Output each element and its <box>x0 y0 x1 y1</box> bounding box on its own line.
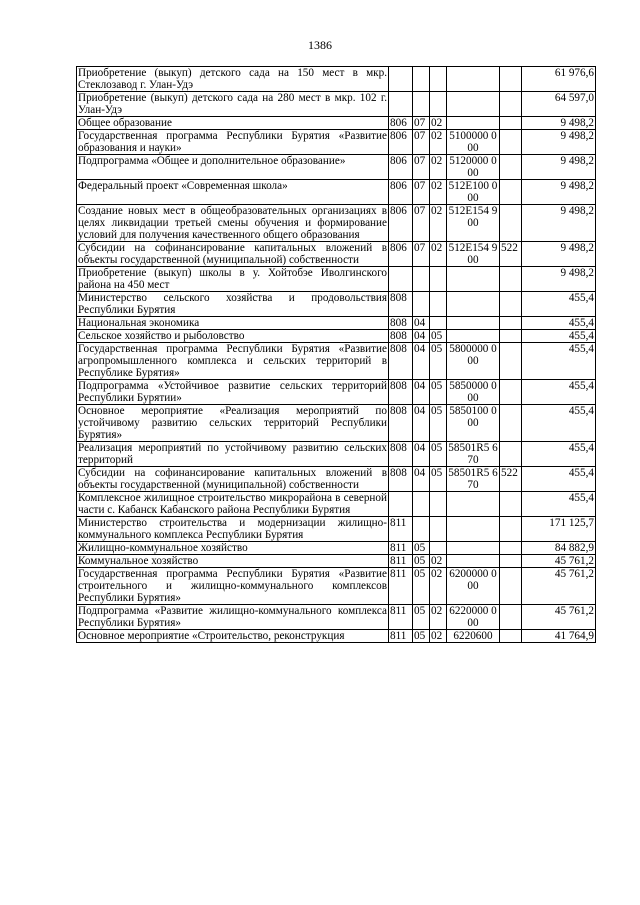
target-article-code <box>447 292 500 317</box>
table-row <box>77 180 596 205</box>
subsection-code <box>430 267 447 292</box>
ministry-code: 808 <box>389 343 413 380</box>
amount: 61 976,6 <box>522 67 596 92</box>
target-article-code: 5100000 000 <box>447 130 500 155</box>
expense-type-code <box>500 343 522 380</box>
table-row <box>77 155 596 180</box>
target-article-code <box>447 117 500 130</box>
amount: 455,4 <box>522 380 596 405</box>
table-row <box>77 130 596 155</box>
ministry-code: 811 <box>389 555 413 568</box>
table-row <box>77 67 596 92</box>
amount: 84 882,9 <box>522 542 596 555</box>
table-row <box>77 292 596 317</box>
target-article-code: 512E100 000 <box>447 180 500 205</box>
section-code <box>413 67 430 92</box>
table-row <box>77 568 596 605</box>
ministry-code: 808 <box>389 442 413 467</box>
table-row <box>77 343 596 380</box>
subsection-code: 02 <box>430 568 447 605</box>
table-row <box>77 92 596 117</box>
subsection-code: 05 <box>430 330 447 343</box>
subsection-code: 02 <box>430 242 447 267</box>
expense-type-code <box>500 555 522 568</box>
section-code: 05 <box>413 542 430 555</box>
amount: 9 498,2 <box>522 117 596 130</box>
item-name: Реализация мероприятий по устойчивому развитию сельских территорий <box>78 442 387 466</box>
ministry-code: 806 <box>389 205 413 242</box>
item-name: Государственная программа Республики Бурятия «Развитие образования и науки» <box>78 130 387 154</box>
ministry-code: 811 <box>389 568 413 605</box>
target-article-code: 6200000 000 <box>447 568 500 605</box>
expense-type-code <box>500 517 522 542</box>
expense-type-code <box>500 605 522 630</box>
item-name: Подпрограмма «Устойчивое развитие сельских территорий Республики Бурятии» <box>78 380 387 404</box>
amount: 455,4 <box>522 405 596 442</box>
subsection-code: 05 <box>430 405 447 442</box>
amount: 455,4 <box>522 317 596 330</box>
amount: 9 498,2 <box>522 267 596 292</box>
subsection-code <box>430 492 447 517</box>
expense-type-code <box>500 180 522 205</box>
ministry-code: 808 <box>389 330 413 343</box>
ministry-code <box>389 92 413 117</box>
ministry-code: 808 <box>389 317 413 330</box>
target-article-code <box>447 542 500 555</box>
subsection-code: 02 <box>430 155 447 180</box>
ministry-code: 808 <box>389 405 413 442</box>
expense-type-code <box>500 568 522 605</box>
ministry-code <box>389 492 413 517</box>
item-name: Коммунальное хозяйство <box>77 555 389 568</box>
item-name: Комплексное жилищное строительство микрорайона в северной части с. Кабанск Кабанского района Республики Бурятия <box>78 492 387 516</box>
amount: 64 597,0 <box>522 92 596 117</box>
target-article-code <box>447 330 500 343</box>
section-code: 07 <box>413 155 430 180</box>
table-row <box>77 492 596 517</box>
table-row <box>77 442 596 467</box>
ministry-code: 811 <box>389 542 413 555</box>
amount: 9 498,2 <box>522 180 596 205</box>
subsection-code <box>430 292 447 317</box>
item-name: Основное мероприятие «Реализация мероприятий по устойчивому развитию сельских территорий Республики Бурятия» <box>78 405 387 441</box>
ministry-code: 806 <box>389 130 413 155</box>
ministry-code <box>389 267 413 292</box>
expense-type-code <box>500 380 522 405</box>
table-row <box>77 542 596 555</box>
target-article-code <box>447 92 500 117</box>
item-name: Создание новых мест в общеобразовательных организациях в целях ликвидации третьей смены обучения и формирование условий для получения качественного общего образования <box>78 205 387 241</box>
section-code: 07 <box>413 117 430 130</box>
target-article-code: 5120000 000 <box>447 155 500 180</box>
subsection-code: 02 <box>430 117 447 130</box>
expense-type-code: 522 <box>500 242 522 267</box>
expense-type-code <box>500 67 522 92</box>
subsection-code: 02 <box>430 130 447 155</box>
amount: 9 498,2 <box>522 242 596 267</box>
target-article-code: 512E154 900 <box>447 205 500 242</box>
subsection-code: 02 <box>430 180 447 205</box>
item-name: Федеральный проект «Современная школа» <box>77 180 389 205</box>
item-name: Государственная программа Республики Бурятия «Развитие агропромышленного комплекса и сельских территорий в Республике Бурятия» <box>78 343 387 379</box>
section-code: 04 <box>413 317 430 330</box>
item-name: Основное мероприятие «Строительство, реконструкция <box>77 630 389 643</box>
table-row <box>77 630 596 643</box>
table-row <box>77 317 596 330</box>
item-name: Субсидии на софинансирование капитальных вложений в объекты государственной (муниципальной) собственности <box>78 242 387 266</box>
ministry-code <box>389 67 413 92</box>
amount: 45 761,2 <box>522 568 596 605</box>
subsection-code <box>430 517 447 542</box>
section-code <box>413 292 430 317</box>
item-name: Жилищно-коммунальное хозяйство <box>77 542 389 555</box>
section-code: 05 <box>413 630 430 643</box>
section-code: 05 <box>413 605 430 630</box>
expense-type-code <box>500 267 522 292</box>
section-code: 04 <box>413 442 430 467</box>
expense-type-code <box>500 317 522 330</box>
table-row <box>77 605 596 630</box>
expense-type-code <box>500 130 522 155</box>
amount: 45 761,2 <box>522 555 596 568</box>
subsection-code: 05 <box>430 380 447 405</box>
ministry-code: 811 <box>389 605 413 630</box>
subsection-code: 02 <box>430 605 447 630</box>
table-row <box>77 330 596 343</box>
expense-type-code <box>500 155 522 180</box>
table-row <box>77 205 596 242</box>
table-row <box>77 380 596 405</box>
item-name: Сельское хозяйство и рыболовство <box>77 330 389 343</box>
expense-type-code <box>500 205 522 242</box>
item-name: Приобретение (выкуп) детского сада на 280 мест в мкр. 102 г. Улан-Удэ <box>78 92 387 116</box>
expense-type-code <box>500 630 522 643</box>
section-code: 04 <box>413 405 430 442</box>
ministry-code: 808 <box>389 380 413 405</box>
ministry-code: 808 <box>389 292 413 317</box>
amount: 41 764,9 <box>522 630 596 643</box>
expense-type-code <box>500 117 522 130</box>
target-article-code: 5850000 000 <box>447 380 500 405</box>
expense-type-code <box>500 542 522 555</box>
subsection-code <box>430 317 447 330</box>
amount: 171 125,7 <box>522 517 596 542</box>
ministry-code: 811 <box>389 630 413 643</box>
expense-type-code <box>500 442 522 467</box>
table-row <box>77 267 596 292</box>
item-name: Министерство сельского хозяйства и продовольствия Республики Бурятия <box>78 292 387 316</box>
item-name: Государственная программа Республики Бурятия «Развитие строительного и жилищно-коммунального комплексов Республики Бурятия» <box>78 568 387 604</box>
section-code: 04 <box>413 343 430 380</box>
target-article-code <box>447 267 500 292</box>
page-number: 1386 <box>308 38 332 52</box>
amount: 455,4 <box>522 492 596 517</box>
target-article-code: 512E154 900 <box>447 242 500 267</box>
item-name: Министерство строительства и модернизации жилищно-коммунального комплекса Республики Бурятия <box>78 517 387 541</box>
expense-type-code <box>500 92 522 117</box>
subsection-code: 05 <box>430 343 447 380</box>
ministry-code: 806 <box>389 155 413 180</box>
item-name: Подпрограмма «Общее и дополнительное образование» <box>77 155 389 180</box>
target-article-code <box>447 317 500 330</box>
expense-type-code <box>500 492 522 517</box>
budget-table <box>76 66 596 643</box>
amount: 455,4 <box>522 467 596 492</box>
item-name: Приобретение (выкуп) детского сада на 150 мест в мкр. Стеклозавод г. Улан-Удэ <box>78 67 387 91</box>
section-code: 07 <box>413 130 430 155</box>
target-article-code: 6220600 <box>447 630 500 643</box>
item-name: Общее образование <box>77 117 389 130</box>
ministry-code: 811 <box>389 517 413 542</box>
target-article-code: 5800000 000 <box>447 343 500 380</box>
expense-type-code <box>500 405 522 442</box>
section-code <box>413 492 430 517</box>
expense-type-code: 522 <box>500 467 522 492</box>
amount: 9 498,2 <box>522 205 596 242</box>
target-article-code <box>447 492 500 517</box>
item-name: Приобретение (выкуп) школы в у. Хойтобэе Иволгинского района на 450 мест <box>78 267 387 291</box>
section-code: 07 <box>413 205 430 242</box>
subsection-code <box>430 542 447 555</box>
subsection-code: 02 <box>430 630 447 643</box>
table-row <box>77 242 596 267</box>
amount: 9 498,2 <box>522 130 596 155</box>
subsection-code: 02 <box>430 555 447 568</box>
amount: 455,4 <box>522 343 596 380</box>
target-article-code <box>447 67 500 92</box>
subsection-code <box>430 67 447 92</box>
subsection-code: 05 <box>430 467 447 492</box>
table-row <box>77 555 596 568</box>
item-name: Подпрограмма «Развитие жилищно-коммунального комплекса Республики Бурятия» <box>78 605 387 629</box>
table-row <box>77 117 596 130</box>
expense-type-code <box>500 292 522 317</box>
ministry-code: 808 <box>389 467 413 492</box>
amount: 45 761,2 <box>522 605 596 630</box>
ministry-code: 806 <box>389 117 413 130</box>
ministry-code: 806 <box>389 180 413 205</box>
subsection-code: 05 <box>430 442 447 467</box>
expense-type-code <box>500 330 522 343</box>
section-code: 04 <box>413 330 430 343</box>
section-code: 05 <box>413 555 430 568</box>
ministry-code: 806 <box>389 242 413 267</box>
table-row <box>77 517 596 542</box>
target-article-code: 58501R5 670 <box>448 467 498 491</box>
section-code: 05 <box>413 568 430 605</box>
target-article-code <box>447 517 500 542</box>
section-code <box>413 92 430 117</box>
target-article-code: 58501R5 670 <box>448 442 498 466</box>
amount: 9 498,2 <box>522 155 596 180</box>
item-name: Национальная экономика <box>77 317 389 330</box>
table-row <box>77 467 596 492</box>
section-code: 04 <box>413 467 430 492</box>
section-code: 07 <box>413 242 430 267</box>
subsection-code <box>430 92 447 117</box>
target-article-code: 6220000 000 <box>447 605 500 630</box>
section-code <box>413 267 430 292</box>
item-name: Субсидии на софинансирование капитальных вложений в объекты государственной (муниципальной) собственности <box>78 467 387 491</box>
table-row <box>77 405 596 442</box>
subsection-code: 02 <box>430 205 447 242</box>
section-code: 07 <box>413 180 430 205</box>
target-article-code <box>447 555 500 568</box>
section-code: 04 <box>413 380 430 405</box>
section-code <box>413 517 430 542</box>
amount: 455,4 <box>522 442 596 467</box>
target-article-code: 5850100 000 <box>447 405 500 442</box>
amount: 455,4 <box>522 292 596 317</box>
amount: 455,4 <box>522 330 596 343</box>
